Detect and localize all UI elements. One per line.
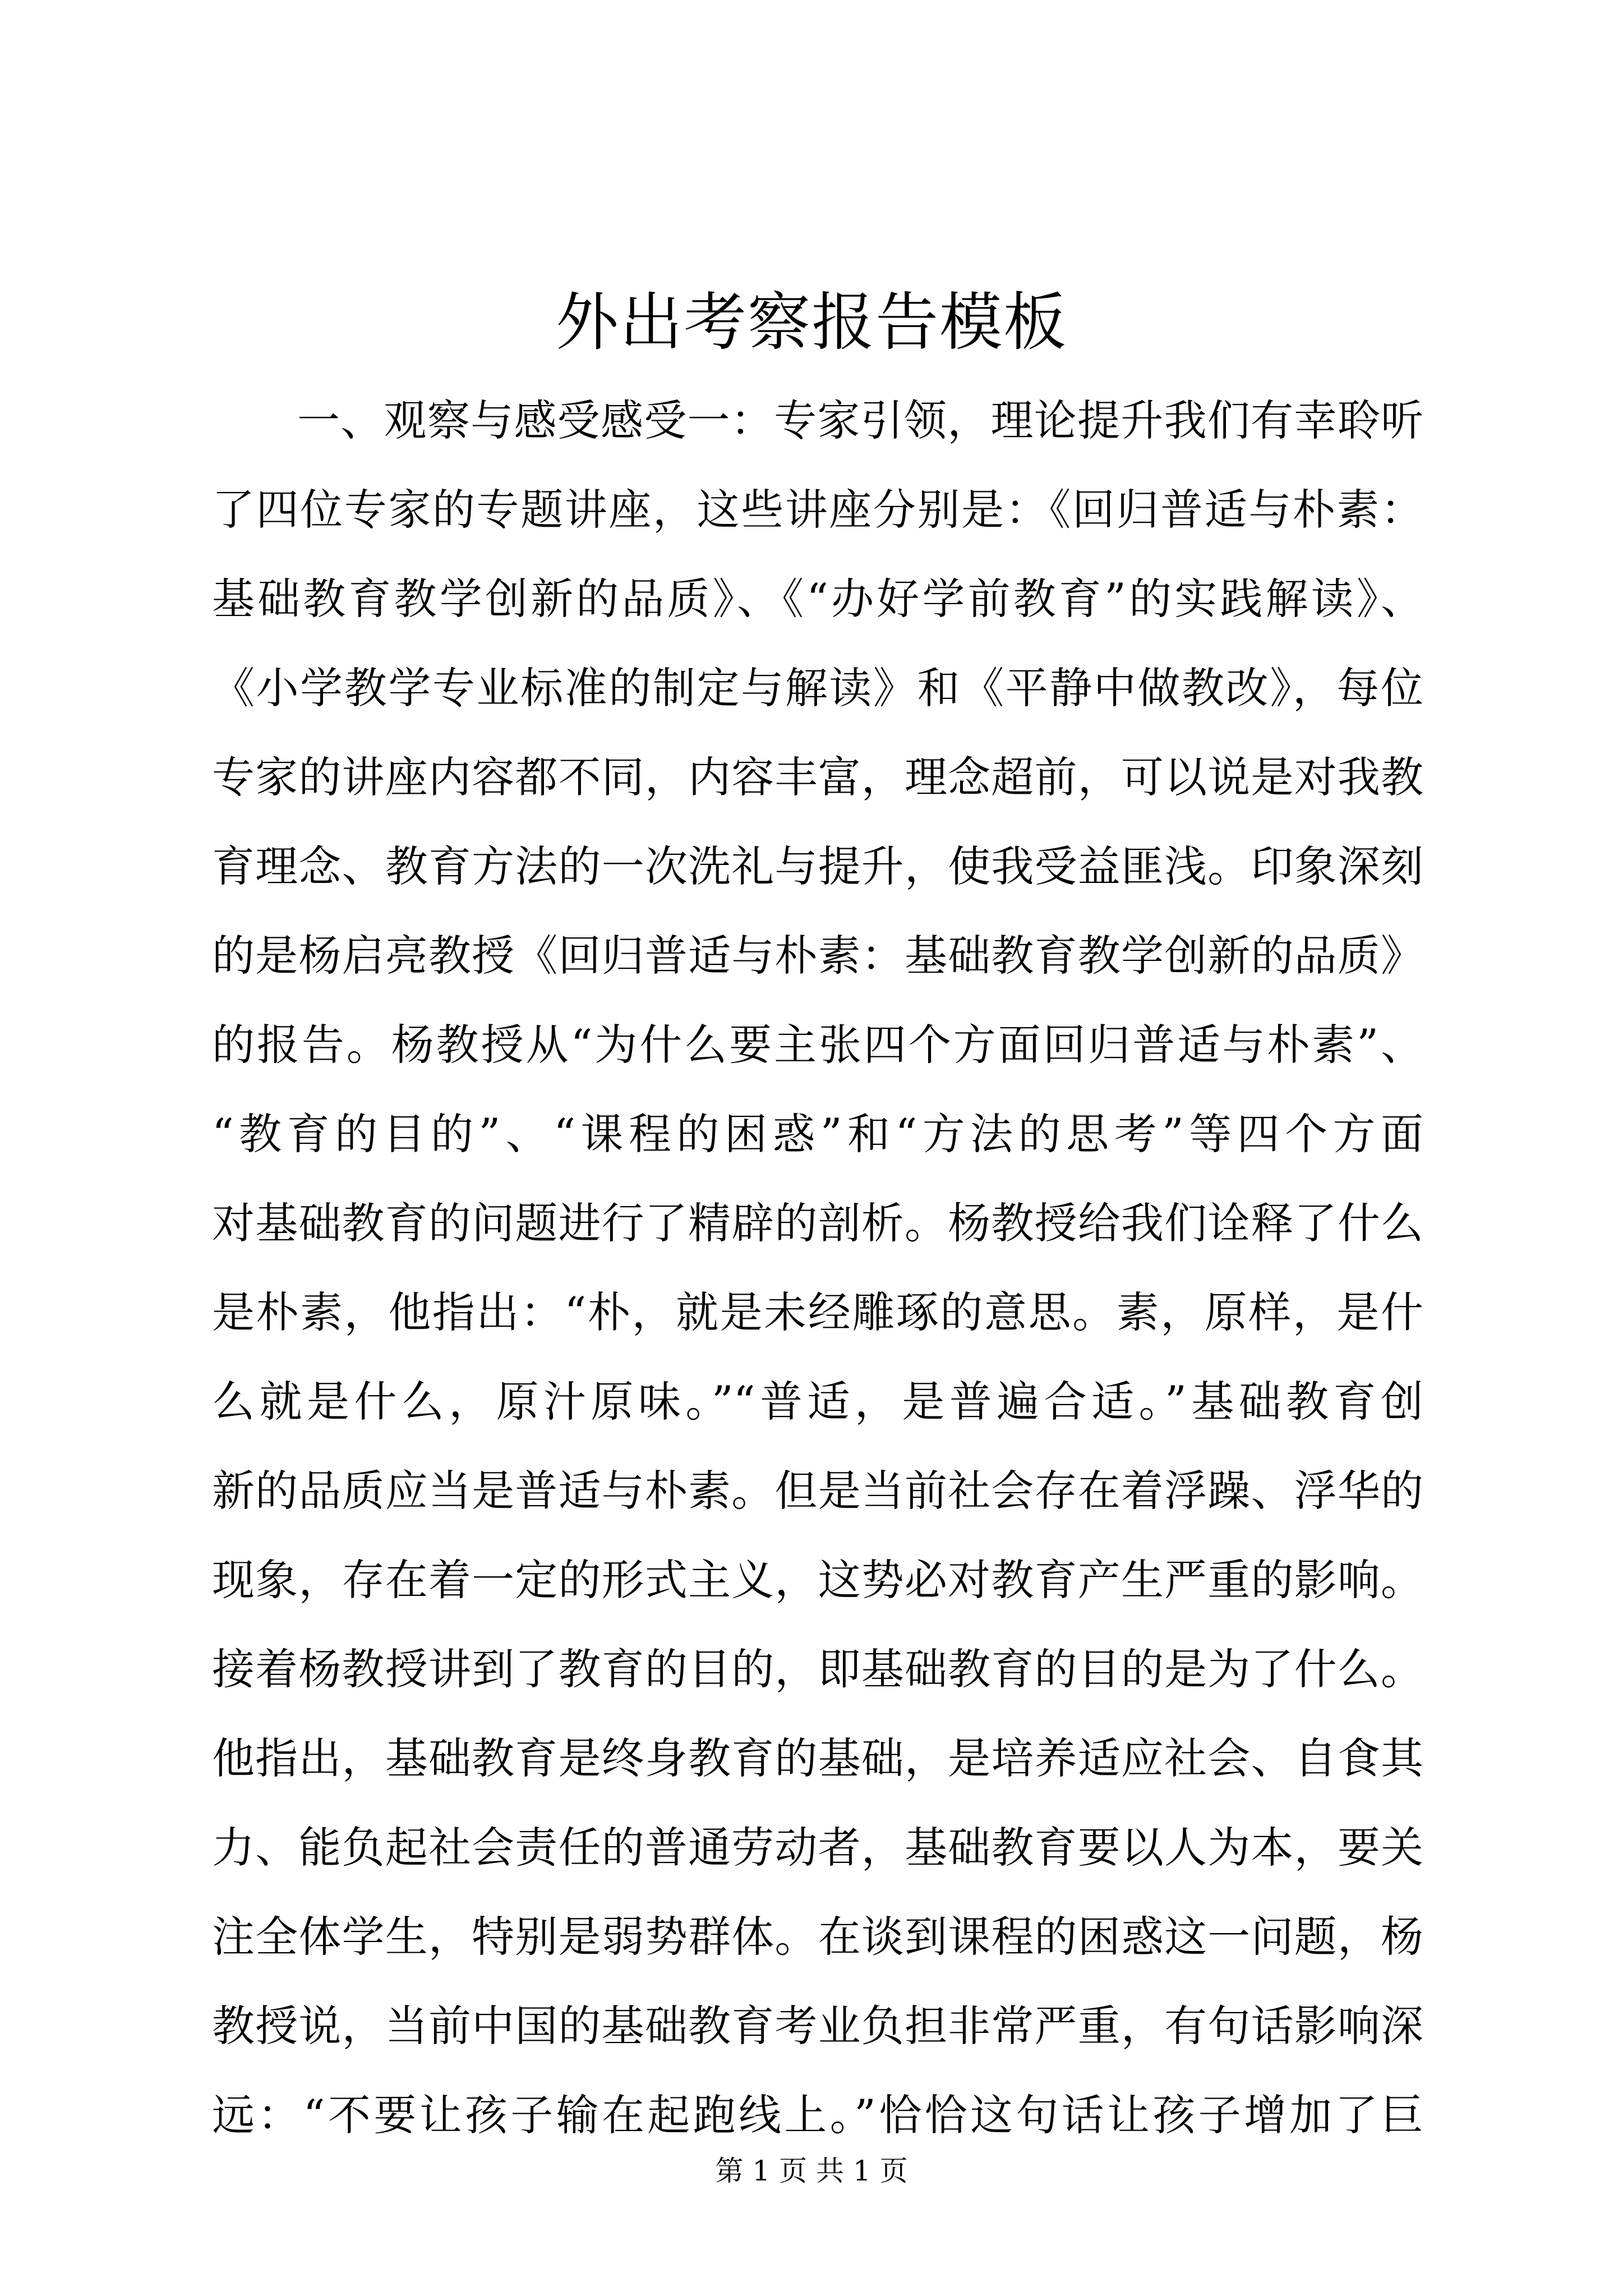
- document-title: 外出考察报告模板: [556, 286, 1067, 359]
- body-line: 接着杨教授讲到了教育的目的，即基础教育的目的是为了什么。: [212, 1644, 1423, 1694]
- body-line: 他指出，基础教育是终身教育的基础，是培养适应社会、自食其: [212, 1733, 1423, 1783]
- page-number-footer: 第 1 页 共 1 页: [715, 2155, 908, 2187]
- body-line: 的是杨启亮教授《回归普适与朴素：基础教育教学创新的品质》: [212, 931, 1423, 981]
- body-line: 了四位专家的专题讲座，这些讲座分别是：《回归普适与朴素：: [212, 485, 1423, 535]
- body-line: “教育的目的”、“课程的困惑”和“方法的思考”等四个方面: [212, 1109, 1423, 1159]
- body-line: 一、观察与感受感受一：专家引领，理论提升我们有幸聆听: [297, 395, 1423, 445]
- body-line: 对基础教育的问题进行了精辟的剖析。杨教授给我们诠释了什么: [212, 1198, 1423, 1248]
- body-line: 《小学教学专业标准的制定与解读》和《平静中做教改》，每位: [212, 663, 1423, 713]
- body-line: 育理念、教育方法的一次洗礼与提升，使我受益匪浅。印象深刻: [212, 841, 1423, 891]
- body-line: 新的品质应当是普适与朴素。但是当前社会存在着浮躁、浮华的: [212, 1466, 1423, 1516]
- document-body: [212, 376, 1423, 2160]
- body-line: 是朴素，他指出：“朴，就是未经雕琢的意思。素，原样，是什: [212, 1287, 1423, 1337]
- body-line: 专家的讲座内容都不同，内容丰富，理念超前，可以说是对我教: [212, 752, 1423, 802]
- body-line: 的报告。杨教授从“为什么要主张四个方面回归普适与朴素”、: [212, 1020, 1423, 1070]
- body-line: 基础教育教学创新的品质》、《“办好学前教育”的实践解读》、: [212, 574, 1423, 624]
- body-line: 现象，存在着一定的形式主义，这势必对教育产生严重的影响。: [212, 1555, 1423, 1605]
- body-line: 远：“不要让孩子输在起跑线上。”恰恰这句话让孩子增加了巨: [212, 2090, 1423, 2140]
- body-line: 么就是什么，原汁原味。”“普适，是普遍合适。”基础教育创: [212, 1377, 1423, 1427]
- body-line: 力、能负起社会责任的普通劳动者，基础教育要以人为本，要关: [212, 1823, 1423, 1872]
- body-line: 注全体学生，特别是弱势群体。在谈到课程的困惑这一问题，杨: [212, 1912, 1423, 1962]
- body-line: 教授说，当前中国的基础教育考业负担非常严重，有句话影响深: [212, 2001, 1423, 2051]
